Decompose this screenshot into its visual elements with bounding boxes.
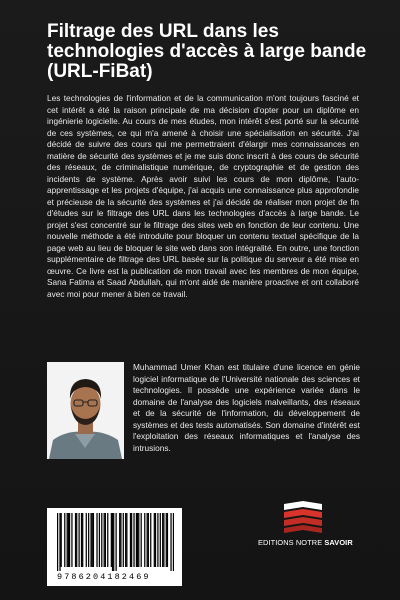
- barcode-bar: [162, 513, 163, 567]
- isbn-number: 9786204182469: [57, 572, 151, 582]
- barcode-bar: [125, 513, 126, 567]
- barcode-bar: [166, 513, 167, 567]
- barcode-bar: [88, 513, 89, 567]
- publisher-name-prefix: EDITIONS NOTRE: [258, 538, 325, 547]
- barcode-bar: [173, 513, 174, 571]
- barcode-bar: [112, 513, 113, 571]
- barcode-bar: [57, 513, 58, 571]
- barcode-bar: [170, 513, 171, 571]
- barcode-bar: [163, 513, 164, 567]
- barcode-bar: [116, 513, 117, 571]
- barcode-bar: [82, 513, 83, 567]
- barcode-bar: [120, 513, 121, 567]
- barcode-bar: [157, 513, 158, 567]
- barcode-bar: [59, 513, 60, 571]
- barcode-bar: [119, 513, 120, 567]
- barcode-bars-icon: [57, 513, 174, 571]
- barcode-bar: [123, 513, 124, 567]
- barcode-bar: [76, 513, 77, 567]
- barcode-bar: [81, 513, 82, 567]
- barcode-bar: [154, 513, 155, 567]
- barcode-bar: [133, 513, 134, 567]
- book-description: Les technologies de l'information et de la communication m'ont toujours fasciné et cet intérêt a été la raison principale de ma décision d'opter pour un diplôme en ingénierie logicielle. Au cours de mes études, mon intérêt s'est porté sur la sécurité de ces systèmes, ce qui m'a amené à choisir une spécialisation en sécurité. J'ai décidé de suivre des cours qui me permettraient d'élargir mes connaissances en matière de sécurité des systèmes et je me suis donc inscrit à des cours de sécurité des réseaux, de criminalistique numérique, de cryptographie et de gestion des incidents de système. Après avoir suivi les cours de mon diplôme, l'auto-apprentissage et les projets d'équipe, j'ai acquis une connaissance plus approfondie et précieuse de la sécurité des systèmes et j'ai décidé de réaliser mon projet de fin d'études sur le filtrage des URL dans les technologies d'accès à large bande. Le projet s'est concentré sur le filtrage des sites web en fonction de leur contenu. Une nouvelle méthode a été introduite pour bloquer un contenu textuel spécifique de la page web au lieu de bloquer le site web dans son intégralité. En outre, une fonction supplémentaire de filtrage des URL basée sur la politique du serveur a été mise en œuvre. Ce livre est la publication de mon travail avec les membres de mon équipe, Sana Fatima et Saad Abdullah, qui m'ont aidé de manière proactive et ont collaboré avec moi pour mener à bien ce travail.: [47, 93, 359, 299]
- author-bio: Muhammad Umer Khan est titulaire d'une licence en génie logiciel informatique de l'Université nationale des sciences et technologies. Il possède une expérience variée dans le domaine de l'analyse des logiciels malveillants, des réseaux et de la sécurité de l'information, du développement de systèmes et des tests automatisés. Son domaine d'intérêt est l'exploitation des réseaux informatiques et l'analyse des intrusions.: [133, 362, 360, 453]
- stacked-books-icon: [280, 500, 326, 534]
- barcode-bar: [107, 513, 108, 567]
- barcode-bar: [136, 513, 137, 567]
- book-title: Filtrage des URL dans les technologies d'accès à large bande (URL-FiBat): [47, 21, 367, 82]
- barcode-bar: [99, 513, 100, 567]
- barcode-bar: [148, 513, 149, 567]
- barcode-bar: [147, 513, 148, 567]
- barcode-bar: [138, 513, 139, 567]
- barcode-bar: [64, 513, 65, 567]
- barcode-bar: [130, 513, 131, 567]
- barcode-bar: [160, 513, 161, 567]
- barcode-bar: [90, 513, 91, 567]
- barcode-bar: [137, 513, 138, 567]
- barcode-bar: [86, 513, 87, 567]
- barcode-bar: [104, 513, 105, 567]
- barcode-bar: [93, 513, 94, 567]
- barcode-bar: [113, 513, 114, 571]
- barcode-bar: [150, 513, 151, 567]
- barcode-bar: [71, 513, 72, 567]
- barcode-bar: [69, 513, 70, 567]
- publisher-block: [258, 500, 353, 547]
- barcode-bar: [126, 513, 127, 567]
- barcode-bar: [101, 513, 102, 567]
- barcode-bar: [141, 513, 142, 567]
- barcode-bar: [155, 513, 156, 567]
- isbn-barcode: [47, 508, 182, 586]
- author-portrait-icon: [47, 362, 124, 459]
- barcode-bar: [92, 513, 93, 567]
- barcode-bar: [75, 513, 76, 567]
- author-photo: [47, 362, 124, 459]
- barcode-bar: [144, 513, 145, 567]
- barcode-bar: [78, 513, 79, 567]
- barcode-bar: [61, 513, 62, 567]
- barcode-bar: [68, 513, 69, 567]
- publisher-name: [258, 538, 353, 547]
- barcode-bar: [96, 513, 97, 567]
- barcode-bar: [105, 513, 106, 567]
- publisher-name-bold: SAVOIR: [324, 538, 353, 547]
- barcode-bar: [167, 513, 168, 567]
- barcode-bar: [67, 513, 68, 567]
- barcode-bar: [111, 513, 112, 567]
- barcode-bar: [131, 513, 132, 567]
